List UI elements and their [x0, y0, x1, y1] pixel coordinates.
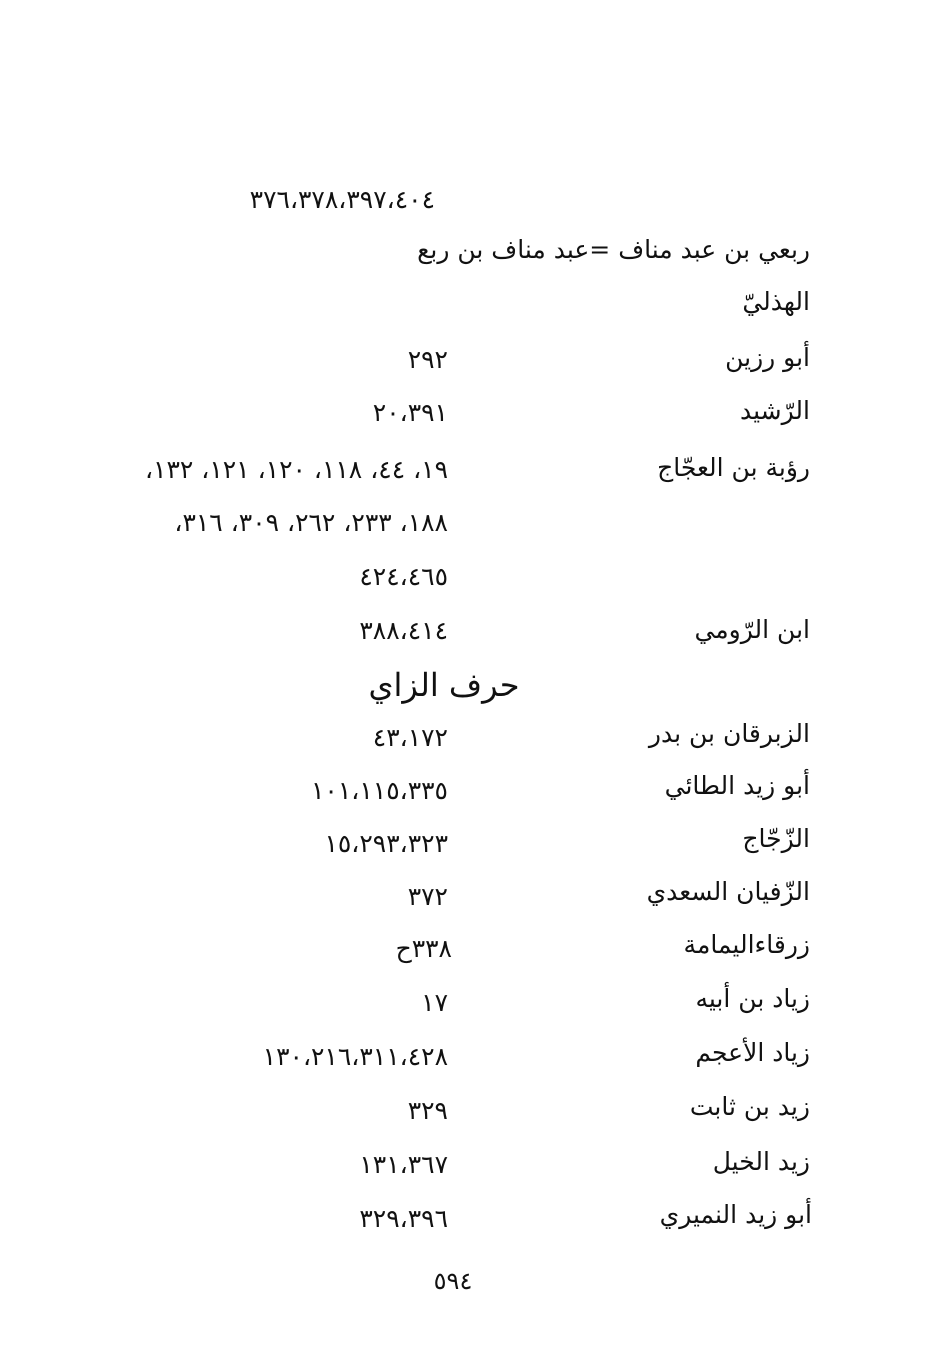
page-number: ٥٩٤ [433, 1267, 473, 1295]
entry-name: أبو زيد الطائي [664, 771, 810, 800]
entry-name: رؤبة بن العجّاج [657, 453, 810, 482]
entry-pages: ٣٨٨،٤١٤ [359, 616, 448, 645]
entry-name: الزّجّاج [742, 824, 810, 853]
entry-name: الزبرقان بن بدر [648, 719, 810, 748]
entry-name: الرّشيد [740, 396, 810, 425]
entry-name: ربعي بن عبد مناف =عبد مناف بن ربع [417, 235, 810, 264]
entry-pages: ٣٣٨ح [395, 934, 452, 963]
entry-pages: ٣٢٩ [407, 1096, 448, 1125]
entry-pages: ٢٠،٣٩١ [372, 398, 448, 427]
entry-name: أبو زيد النميري [659, 1200, 812, 1229]
entry-name: أبو رزين [725, 343, 810, 372]
entry-pages: ٤٢٤،٤٦٥ [359, 562, 448, 591]
entry-pages: ٣٧٦،٣٧٨،٣٩٧،٤٠٤ [249, 185, 435, 214]
entry-name: ابن الرّومي [694, 615, 810, 644]
entry-pages: ١٧ [421, 988, 448, 1017]
entry-pages: ١٠١،١١٥،٣٣٥ [311, 776, 448, 805]
entry-pages: ٤٣،١٧٢ [372, 723, 448, 752]
entry-pages: ٣٧٢ [407, 882, 448, 911]
entry-pages: ١٥،٢٩٣،٣٢٣ [324, 829, 448, 858]
section-heading: حرف الزاي [368, 666, 520, 704]
entry-name: زيد الخيل [712, 1147, 810, 1176]
entry-name: زيد بن ثابت [689, 1092, 810, 1121]
entry-pages: ٣٢٩،٣٩٦ [359, 1204, 448, 1233]
entry-pages: ١٣٠،٢١٦،٣١١،٤٢٨ [262, 1042, 448, 1071]
entry-pages: ١٨٨، ٢٣٣، ٢٦٢، ٣٠٩، ٣١٦، [174, 508, 448, 537]
entry-pages: ٢٩٢ [407, 345, 448, 374]
entry-pages: ١٣١،٣٦٧ [359, 1150, 448, 1179]
entry-pages: ١٩، ٤٤، ١١٨، ١٢٠، ١٢١، ١٣٢، [144, 455, 448, 484]
entry-name: الزّفيان السعدي [646, 877, 810, 906]
entry-name: زرقاءاليمامة [683, 930, 810, 959]
entry-name: الهذليّ [742, 287, 810, 316]
entry-name: زياد الأعجم [695, 1038, 810, 1067]
entry-name: زياد بن أبيه [695, 984, 810, 1013]
